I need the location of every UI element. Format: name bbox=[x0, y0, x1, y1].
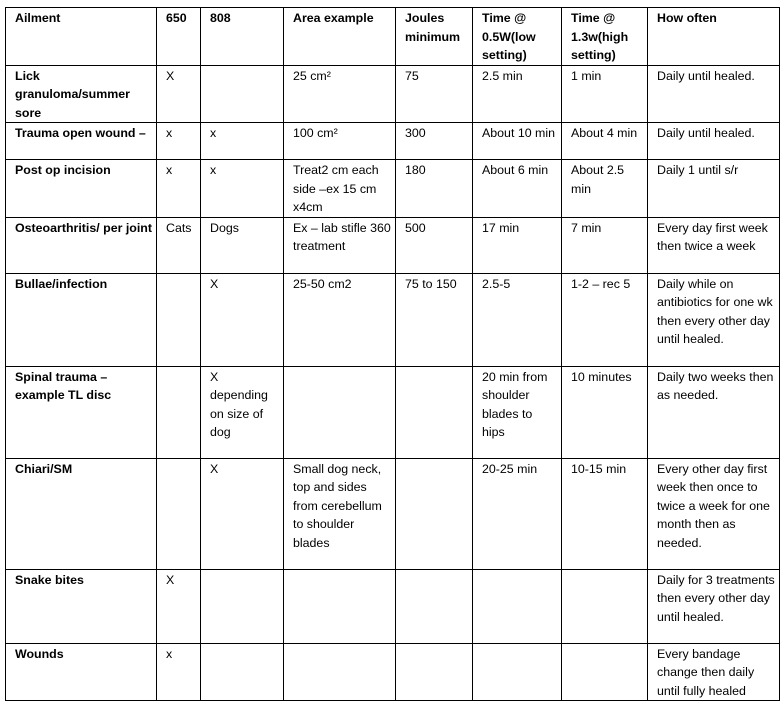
cell-how-often: Every bandage change then daily until fully healed bbox=[648, 643, 780, 701]
cell-time-high: 10 minutes bbox=[562, 366, 648, 458]
cell-col-650: x bbox=[157, 643, 201, 701]
cell-area-example: 25-50 cm2 bbox=[284, 273, 396, 366]
cell-col-650 bbox=[157, 273, 201, 366]
cell-time-low bbox=[473, 643, 562, 701]
table-row bbox=[6, 643, 780, 701]
table-row bbox=[6, 160, 780, 218]
table-row bbox=[6, 65, 780, 123]
header-650: 650 bbox=[157, 8, 201, 66]
cell-area-example bbox=[284, 366, 396, 458]
cell-col-808: X bbox=[201, 458, 284, 569]
header-row bbox=[6, 8, 780, 66]
cell-joules-minimum: 75 to 150 bbox=[396, 273, 473, 366]
cell-time-low: 20 min from shoulder blades to hips bbox=[473, 366, 562, 458]
cell-ailment: Snake bites bbox=[6, 569, 157, 643]
cell-joules-minimum bbox=[396, 458, 473, 569]
cell-joules-minimum bbox=[396, 643, 473, 701]
cell-col-650: Cats bbox=[157, 217, 201, 273]
cell-time-high: 1-2 – rec 5 bbox=[562, 273, 648, 366]
header-ailment: Ailment bbox=[6, 8, 157, 66]
cell-area-example: Small dog neck, top and sides from cerebellum to shoulder blades bbox=[284, 458, 396, 569]
cell-col-808: X depending on size of dog bbox=[201, 366, 284, 458]
cell-time-low: About 6 min bbox=[473, 160, 562, 218]
cell-time-high: 7 min bbox=[562, 217, 648, 273]
cell-ailment: Chiari/SM bbox=[6, 458, 157, 569]
cell-how-often: Daily while on antibiotics for one wk then every other day until healed. bbox=[648, 273, 780, 366]
cell-joules-minimum: 300 bbox=[396, 123, 473, 160]
cell-area-example: Treat2 cm each side –ex 15 cm x4cm bbox=[284, 160, 396, 218]
cell-how-often: Every other day first week then once to twice a week for one month then as needed. bbox=[648, 458, 780, 569]
cell-how-often: Daily for 3 treatments then every other day until healed. bbox=[648, 569, 780, 643]
table-row bbox=[6, 123, 780, 160]
header-808: 808 bbox=[201, 8, 284, 66]
cell-how-often: Daily until healed. bbox=[648, 123, 780, 160]
cell-col-650 bbox=[157, 458, 201, 569]
cell-area-example: 25 cm² bbox=[284, 65, 396, 123]
cell-time-high: 10-15 min bbox=[562, 458, 648, 569]
cell-col-808: x bbox=[201, 123, 284, 160]
cell-how-often: Daily two weeks then as needed. bbox=[648, 366, 780, 458]
cell-time-low: 17 min bbox=[473, 217, 562, 273]
table-row bbox=[6, 273, 780, 366]
cell-ailment: Osteoarthritis/ per joint bbox=[6, 217, 157, 273]
cell-area-example bbox=[284, 643, 396, 701]
cell-how-often: Daily 1 until s/r bbox=[648, 160, 780, 218]
cell-time-low: 2.5-5 bbox=[473, 273, 562, 366]
cell-ailment: Bullae/infection bbox=[6, 273, 157, 366]
cell-time-low: About 10 min bbox=[473, 123, 562, 160]
cell-joules-minimum bbox=[396, 366, 473, 458]
header-time-high: Time @ 1.3w(high setting) bbox=[562, 8, 648, 66]
cell-col-808 bbox=[201, 569, 284, 643]
cell-joules-minimum: 75 bbox=[396, 65, 473, 123]
cell-ailment: Wounds bbox=[6, 643, 157, 701]
cell-joules-minimum bbox=[396, 569, 473, 643]
cell-col-650: X bbox=[157, 65, 201, 123]
cell-how-often: Daily until healed. bbox=[648, 65, 780, 123]
cell-ailment: Trauma open wound – bbox=[6, 123, 157, 160]
cell-col-808 bbox=[201, 65, 284, 123]
header-how-often: How often bbox=[648, 8, 780, 66]
cell-area-example: Ex – lab stifle 360 treatment bbox=[284, 217, 396, 273]
header-area-example: Area example bbox=[284, 8, 396, 66]
table-row bbox=[6, 217, 780, 273]
cell-ailment: Spinal trauma – example TL disc bbox=[6, 366, 157, 458]
cell-time-low: 2.5 min bbox=[473, 65, 562, 123]
cell-time-high: About 2.5 min bbox=[562, 160, 648, 218]
table-row bbox=[6, 569, 780, 643]
cell-time-high bbox=[562, 643, 648, 701]
cell-col-650: x bbox=[157, 123, 201, 160]
header-time-low: Time @ 0.5W(low setting) bbox=[473, 8, 562, 66]
cell-area-example: 100 cm² bbox=[284, 123, 396, 160]
cell-joules-minimum: 500 bbox=[396, 217, 473, 273]
cell-col-650 bbox=[157, 366, 201, 458]
cell-time-high: 1 min bbox=[562, 65, 648, 123]
cell-ailment: Lick granuloma/summer sore bbox=[6, 65, 157, 123]
table-row bbox=[6, 366, 780, 458]
cell-col-808: Dogs bbox=[201, 217, 284, 273]
cell-joules-minimum: 180 bbox=[396, 160, 473, 218]
table-row bbox=[6, 458, 780, 569]
cell-col-650: x bbox=[157, 160, 201, 218]
cell-col-808: x bbox=[201, 160, 284, 218]
cell-col-650: X bbox=[157, 569, 201, 643]
cell-time-high bbox=[562, 569, 648, 643]
cell-area-example bbox=[284, 569, 396, 643]
header-joules-minimum: Joules minimum bbox=[396, 8, 473, 66]
cell-time-low: 20-25 min bbox=[473, 458, 562, 569]
cell-how-often: Every day first week then twice a week bbox=[648, 217, 780, 273]
cell-col-808 bbox=[201, 643, 284, 701]
cell-col-808: X bbox=[201, 273, 284, 366]
cell-time-low bbox=[473, 569, 562, 643]
cell-ailment: Post op incision bbox=[6, 160, 157, 218]
cell-time-high: About 4 min bbox=[562, 123, 648, 160]
ailment-treatment-table bbox=[5, 7, 780, 701]
